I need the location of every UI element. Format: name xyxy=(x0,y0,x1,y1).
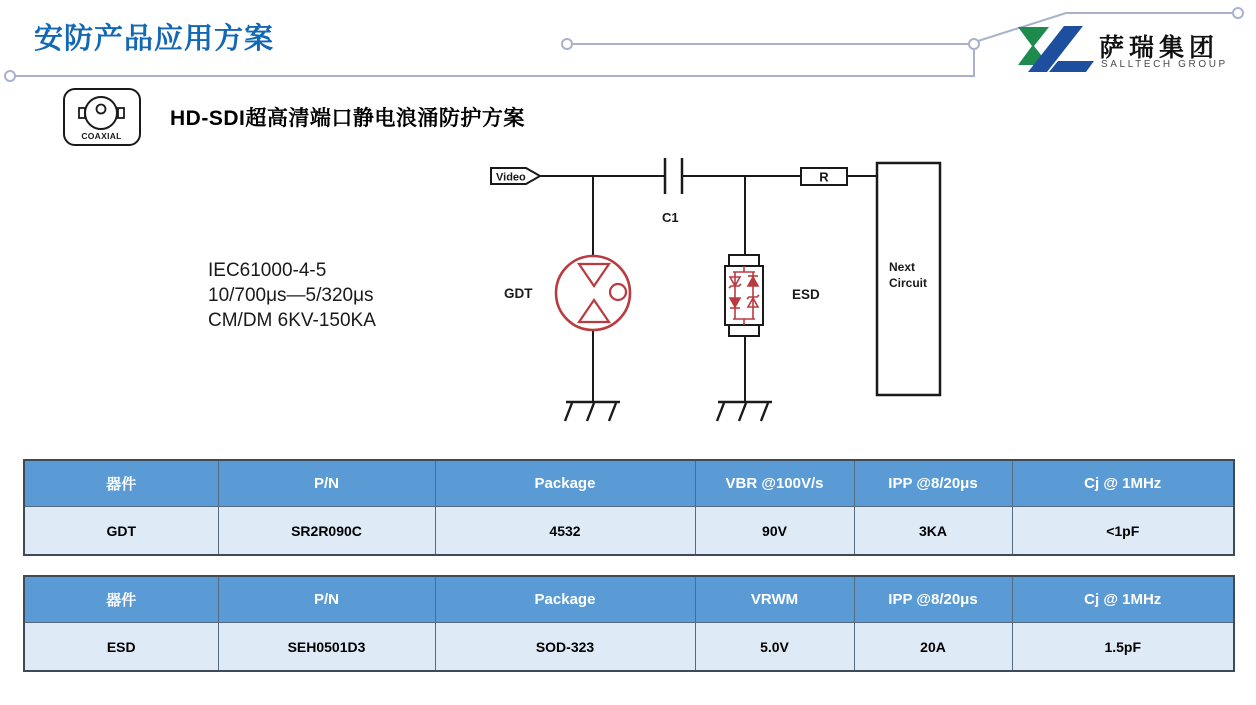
cell-pn: SR2R090C xyxy=(218,507,435,556)
decor-circle-mid xyxy=(562,39,572,49)
circuit-schematic xyxy=(470,140,950,440)
decor-circle-left xyxy=(5,71,15,81)
table-header-row xyxy=(24,460,1234,507)
salltech-logo-icon xyxy=(1018,26,1096,72)
esd-symbol xyxy=(725,255,763,336)
header-cell-device: 器件 xyxy=(24,460,218,507)
cell-device: ESD xyxy=(24,623,218,672)
header-cell-pn: P/N xyxy=(218,460,435,507)
decor-circle-right xyxy=(1233,8,1243,18)
cell-vbr: 90V xyxy=(695,507,854,556)
page-title: 安防产品应用方案 xyxy=(34,23,275,55)
cell-ipp: 3KA xyxy=(854,507,1012,556)
cell-package: 4532 xyxy=(435,507,695,556)
cell-ipp: 20A xyxy=(854,623,1012,672)
header-cell-ipp: IPP @8/20μs xyxy=(854,460,1012,507)
logo-company-name: 萨瑞集团 xyxy=(1099,34,1220,62)
standard-line-1: IEC61000-4-5 xyxy=(208,260,327,281)
cell-cj: 1.5pF xyxy=(1012,623,1234,672)
resistor-symbol xyxy=(801,168,847,185)
table-header-row xyxy=(24,576,1234,623)
esd-label: ESD xyxy=(792,287,820,302)
cell-cj: <1pF xyxy=(1012,507,1234,556)
next-circuit-label-2: Circuit xyxy=(889,276,928,290)
capacitor-label: C1 xyxy=(662,210,679,225)
header-cell-vbr: VBR @100V/s xyxy=(695,460,854,507)
surge-standard-text xyxy=(208,258,376,333)
header-cell-package: Package xyxy=(435,460,695,507)
video-label: Video xyxy=(496,171,526,184)
decor-circle-junction xyxy=(969,39,979,49)
header-cell-vrwm: VRWM xyxy=(695,576,854,623)
cell-vrwm: 5.0V xyxy=(695,623,854,672)
section-heading: HD-SDI超高清端口静电浪涌防护方案 xyxy=(170,107,525,130)
table-row xyxy=(24,507,1234,556)
header-cell-pn: P/N xyxy=(218,576,435,623)
standard-line-2: 10/700μs—5/320μs xyxy=(208,285,374,307)
header-cell-cj: Cj @ 1MHz xyxy=(1012,576,1234,623)
gdt-label: GDT xyxy=(504,286,533,301)
standard-line-3: CM/DM 6KV-150KA xyxy=(208,310,376,332)
cell-device: GDT xyxy=(24,507,218,556)
capacitor-symbol xyxy=(662,158,682,225)
header-cell-cj: Cj @ 1MHz xyxy=(1012,460,1234,507)
logo-blue-foot xyxy=(1049,61,1094,72)
coaxial-label: COAXIAL xyxy=(81,131,122,141)
gdt-symbol xyxy=(556,256,630,330)
next-circuit-label-1: Next xyxy=(889,260,916,274)
bnc-symbol-icon xyxy=(65,90,138,134)
video-input-tag xyxy=(491,168,540,184)
table-row xyxy=(24,623,1234,672)
header-cell-package: Package xyxy=(435,576,695,623)
header-cell-device: 器件 xyxy=(24,576,218,623)
ground-symbol-gdt xyxy=(565,402,620,421)
gdt-spec-table xyxy=(23,459,1235,556)
cell-pn: SEH0501D3 xyxy=(218,623,435,672)
logo-company-name-en: SALLTECH GROUP xyxy=(1101,59,1228,70)
circuit-wires xyxy=(540,176,877,402)
coaxial-connector-icon xyxy=(63,88,141,146)
resistor-label: R xyxy=(819,169,829,185)
next-circuit-box xyxy=(877,163,940,395)
cell-package: SOD-323 xyxy=(435,623,695,672)
esd-spec-table xyxy=(23,575,1235,672)
ground-symbol-esd xyxy=(717,402,772,421)
header-cell-ipp: IPP @8/20μs xyxy=(854,576,1012,623)
